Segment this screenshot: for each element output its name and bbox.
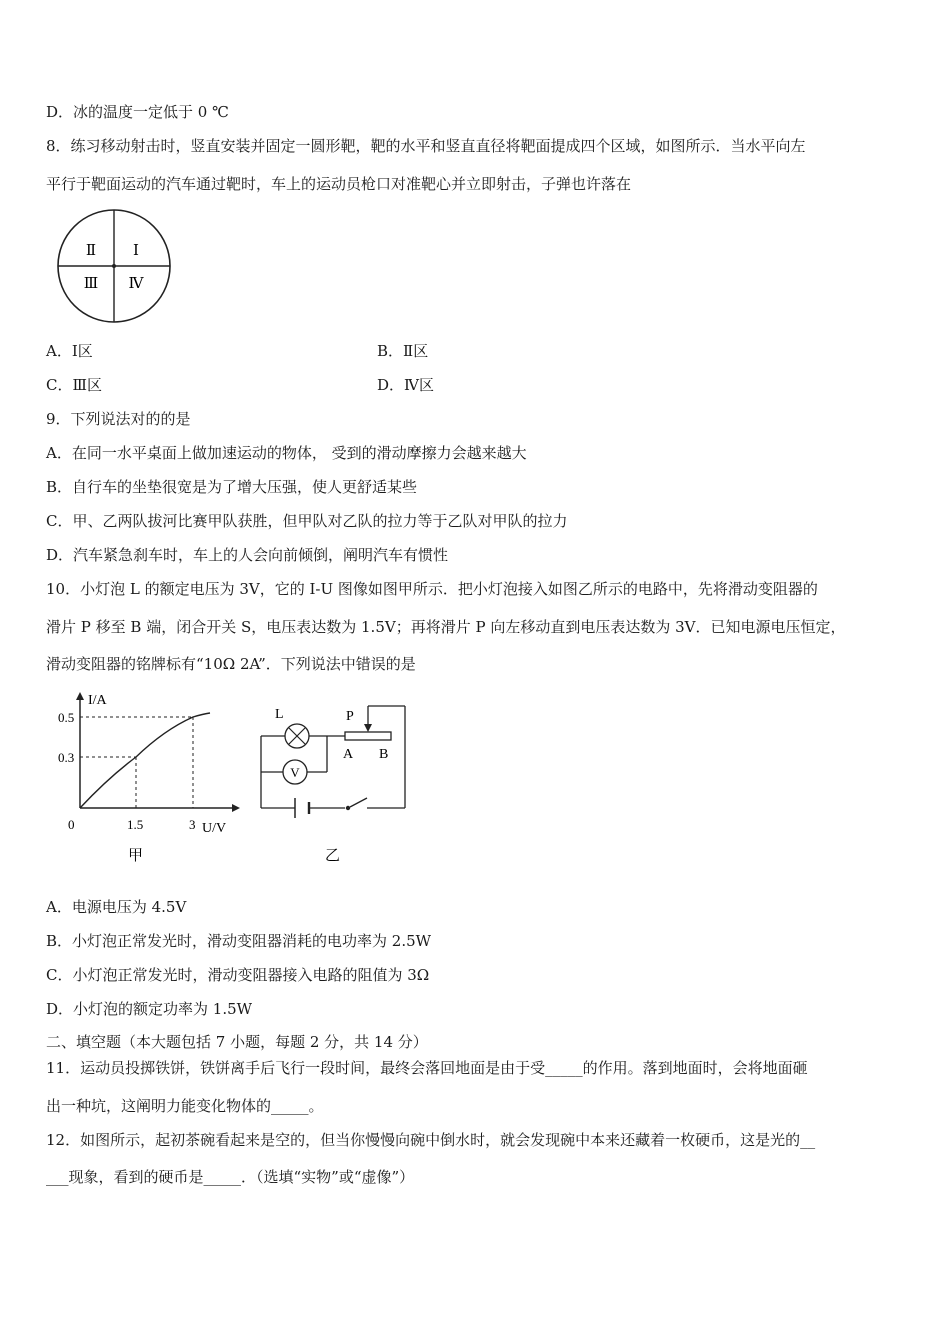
target-figure <box>50 208 180 328</box>
battery-symbol <box>295 798 309 818</box>
iu-curve <box>80 713 210 808</box>
q12-stem-line2: ___现象，看到的硬币是_____．（选填“实物”或“虚像”） <box>46 1168 415 1186</box>
region-label-3: Ⅲ <box>83 276 99 292</box>
lamp-label: L <box>275 707 284 722</box>
target-center <box>112 264 116 268</box>
graph-xtick-3: 3 <box>189 817 196 832</box>
rheostat-end-a: A <box>343 747 354 762</box>
q7-option-d: D．冰的温度一定低于 0 ℃ <box>46 103 229 121</box>
q10-option-a: A．电源电压为 4.5V <box>46 898 187 916</box>
graph-ytick-05: 0.5 <box>58 710 75 725</box>
graph-origin: 0 <box>68 817 75 832</box>
graph-y-arrow <box>76 692 84 700</box>
q12-stem-line1: 12．如图所示，起初茶碗看起来是空的，但当你慢慢向碗中倒水时，就会发现碗中本来还藏着一枚硬币，这是光的__ <box>46 1131 816 1149</box>
graph-caption: 甲 <box>128 848 144 864</box>
q8-option-d: D．Ⅳ区 <box>377 376 435 394</box>
q8-stem-line1: 8．练习移动射击时，竖直安装并固定一圆形靶，靶的水平和竖直直径将靶面提成四个区域，如图所示．当水平向左 <box>46 137 806 155</box>
q10-option-c: C．小灯泡正常发光时，滑动变阻器接入电路的阻值为 3Ω <box>46 966 430 984</box>
q10-option-d: D．小灯泡的额定功率为 1.5W <box>46 1000 253 1018</box>
switch-symbol <box>346 798 367 810</box>
q9-option-d: D．汽车紧急刹车时，车上的人会向前倾倒，阐明汽车有惯性 <box>46 546 449 564</box>
section2-heading: 二、填空题（本大题包括 7 小题，每题 2 分，共 14 分） <box>46 1033 428 1051</box>
circuit-caption: 乙 <box>325 848 341 864</box>
q9-stem: 9．下列说法对的的是 <box>46 410 191 428</box>
q10-option-b: B．小灯泡正常发光时，滑动变阻器消耗的电功率为 2.5W <box>46 932 432 950</box>
region-label-2: Ⅱ <box>85 243 97 259</box>
rheostat-end-b: B <box>379 747 389 762</box>
graph-x-arrow <box>232 804 240 812</box>
q11-stem-line1: 11．运动员投掷铁饼，铁饼离手后飞行一段时间，最终会落回地面是由于受_____的作用。落到地面时，会将地面砸 <box>46 1059 808 1077</box>
q11-stem-line2: 出一种坑，这阐明力能变化物体的_____。 <box>46 1097 324 1115</box>
q10-stem-line3: 滑动变阻器的铭牌标有“10Ω 2A”．下列说法中错误的是 <box>46 655 416 673</box>
q9-option-b: B．自行车的坐垫很宽是为了增大压强，使人更舒适某些 <box>46 478 418 496</box>
slider-label: P <box>346 709 354 724</box>
region-label-4: Ⅳ <box>128 276 144 292</box>
iu-graph <box>48 688 248 868</box>
lamp-symbol <box>285 724 309 748</box>
graph-ylabel: I/A <box>88 693 107 708</box>
q9-option-c: C．甲、乙两队拔河比赛甲队获胜，但甲队对乙队的拉力等于乙队对甲队的拉力 <box>46 512 568 530</box>
q10-stem-line2: 滑片 P 移至 B 端，闭合开关 S，电压表达数为 1.5V；再将滑片 P 向左移动直到电压表达数为 3V．已知电源电压恒定， <box>46 618 846 636</box>
rheostat <box>345 732 391 740</box>
graph-xlabel: U/V <box>202 821 227 836</box>
q8-option-a: A．Ⅰ区 <box>46 342 93 360</box>
q9-option-a: A．在同一水平桌面上做加速运动的物体， 受到的滑动摩擦力会越来越大 <box>46 444 527 462</box>
circuit-diagram <box>255 698 415 866</box>
q8-stem-line2: 平行于靶面运动的汽车通过靶时，车上的运动员枪口对准靶心并立即射击，子弹也许落在 <box>46 175 632 193</box>
graph-xtick-15: 1.5 <box>127 817 144 832</box>
graph-ytick-03: 0.3 <box>58 750 75 765</box>
q10-stem-line1: 10．小灯泡 L 的额定电压为 3V，它的 I-U 图像如图甲所示．把小灯泡接入如图乙所示的电路中，先将滑动变阻器的 <box>46 580 818 598</box>
q8-option-c: C．Ⅲ区 <box>46 376 102 394</box>
region-label-1: Ⅰ <box>133 243 139 259</box>
voltmeter-label: V <box>290 765 300 780</box>
q8-option-b: B．Ⅱ区 <box>377 342 429 360</box>
slider-arrow <box>364 724 372 732</box>
